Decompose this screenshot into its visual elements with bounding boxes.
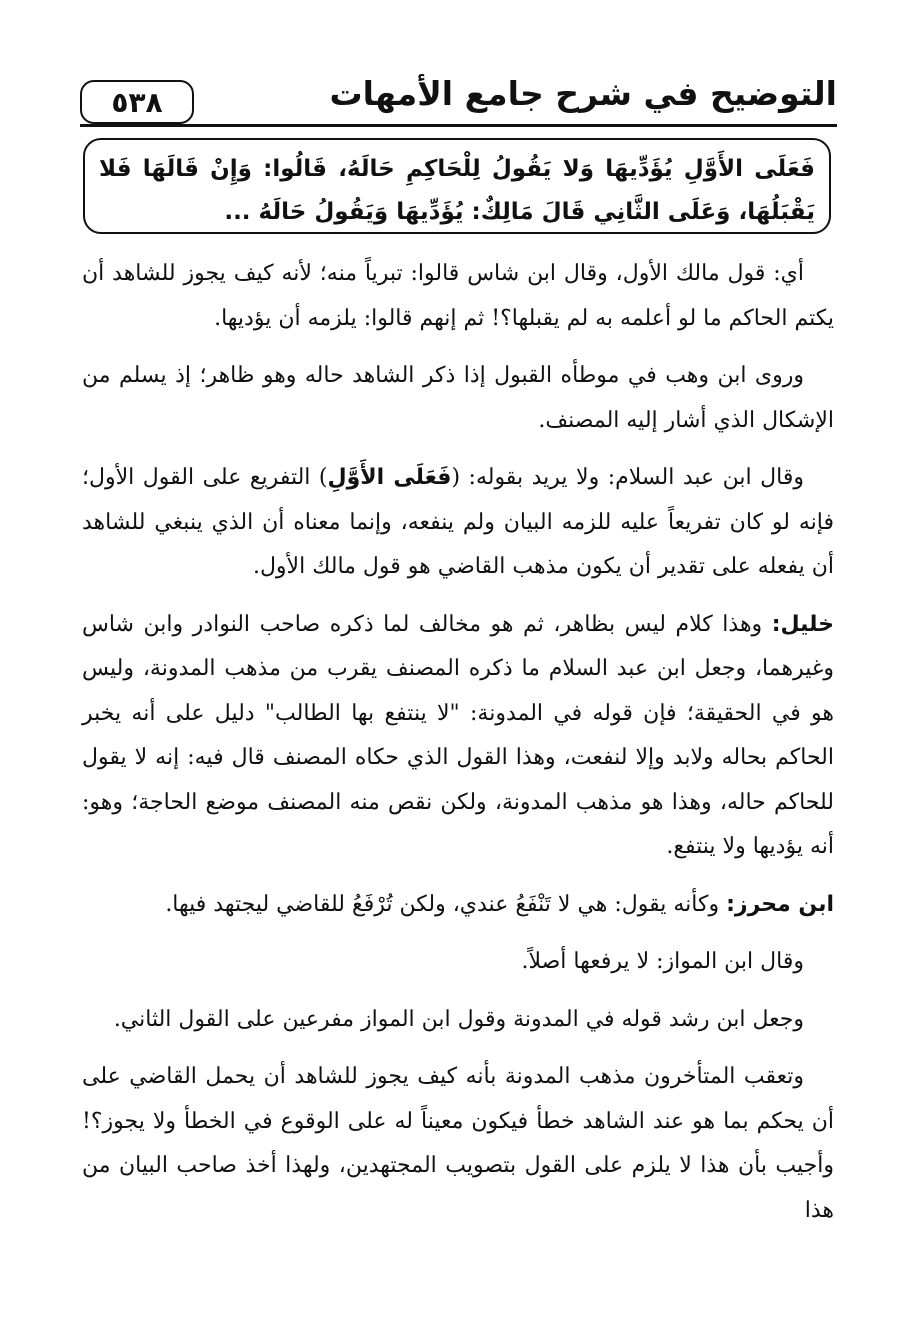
page-number: ٥٣٨ bbox=[80, 80, 194, 124]
paragraph-8: وتعقب المتأخرون مذهب المدونة بأنه كيف يجوز للشاهد أن يحمل القاضي على أن يحكم بما هو عند الشاهد خطأ فيكون معيناً له على الوقوع في الخطأ ولا يجوز؟! وأجيب بأن هذا لا يلزم على القول بتصويب المجتهدين، ولهذا أخذ صاحب البيان من هذا bbox=[82, 1064, 834, 1223]
paragraph-4-text: وهذا كلام ليس بظاهر، ثم هو مخالف لما ذكره صاحب النوادر وابن شاس وغيرهما، وجعل ابن عبد السلام ما ذكره المصنف يقرب من مذهب المدونة، وليس هو في الحقيقة؛ فإن قوله في المدونة: "لا ينتفع بها الطالب" دليل على أنه يخبر الحاكم بحاله ولابد وإلا لنفعت، وهذا القول الذي حكاه المصنف قال فيه: إنه لا يقول للحاكم حاله، وهذا هو مذهب المدونة، ولكن نقص منه المصنف موضع الحاجة؛ وهو: أنه يؤديها ولا ينتفع. bbox=[82, 611, 834, 859]
paragraph-2: وروى ابن وهب في موطأه القبول إذا ذكر الشاهد حاله وهو ظاهر؛ إذ يسلم من الإشكال الذي أشار إليه المصنف. bbox=[82, 363, 834, 433]
paragraph-3 bbox=[82, 456, 834, 590]
matn-box: فَعَلَى الأَوَّلِ يُؤَدِّيهَا وَلا يَقُولُ لِلْحَاكِمِ حَالَهُ، قَالُوا: وَإِنْ قَالَهَا فَلا يَقْبَلُهَا، وَعَلَى الثَّانِي قَالَ مَالِكٌ: يُؤَدِّيهَا وَيَقُولُ حَالَهُ ... bbox=[83, 138, 831, 234]
page-header bbox=[80, 70, 837, 122]
paragraph-3-rest: ) التفريع على القول الأول؛ فإنه لو كان تفريعاً عليه للزمه البيان ولم ينفعه، وإنما معناه أن الذي ينبغي للشاهد أن يفعله على تقدير أن يكون مذهب القاضي هو قول مالك الأول. bbox=[82, 465, 834, 579]
paragraph-5-text: وكأنه يقول: هي لا تَنْفَعُ عندي، ولكن تُرْفَعُ للقاضي ليجتهد فيها. bbox=[165, 891, 727, 917]
paragraph-7: وجعل ابن رشد قوله في المدونة وقول ابن المواز مفرعين على القول الثاني. bbox=[113, 1006, 804, 1032]
speaker-khalil: خليل: bbox=[771, 611, 834, 637]
header-rule bbox=[80, 124, 837, 127]
book-title: التوضيح في شرح جامع الأمهات bbox=[329, 74, 837, 113]
paragraph-3-lead: وقال ابن عبد السلام: ولا يريد بقوله: ( bbox=[451, 465, 804, 490]
paragraph-1: أي: قول مالك الأول، وقال ابن شاس قالوا: تبرياً منه؛ لأنه كيف يجوز للشاهد أن يكتم الحاكم ما لو أعلمه به لم يقبلها؟! ثم إنهم قالوا: يلزمه أن يؤديها. bbox=[82, 261, 834, 331]
paragraph-6: وقال ابن المواز: لا يرفعها أصلاً. bbox=[521, 949, 804, 974]
speaker-ibn-muhriz: ابن محرز: bbox=[726, 891, 834, 917]
paragraph-4 bbox=[82, 603, 834, 870]
quoted-matn: فَعَلَى الأَوَّلِ bbox=[327, 465, 452, 490]
paragraph-5 bbox=[82, 883, 834, 928]
commentary-body bbox=[82, 252, 834, 1246]
